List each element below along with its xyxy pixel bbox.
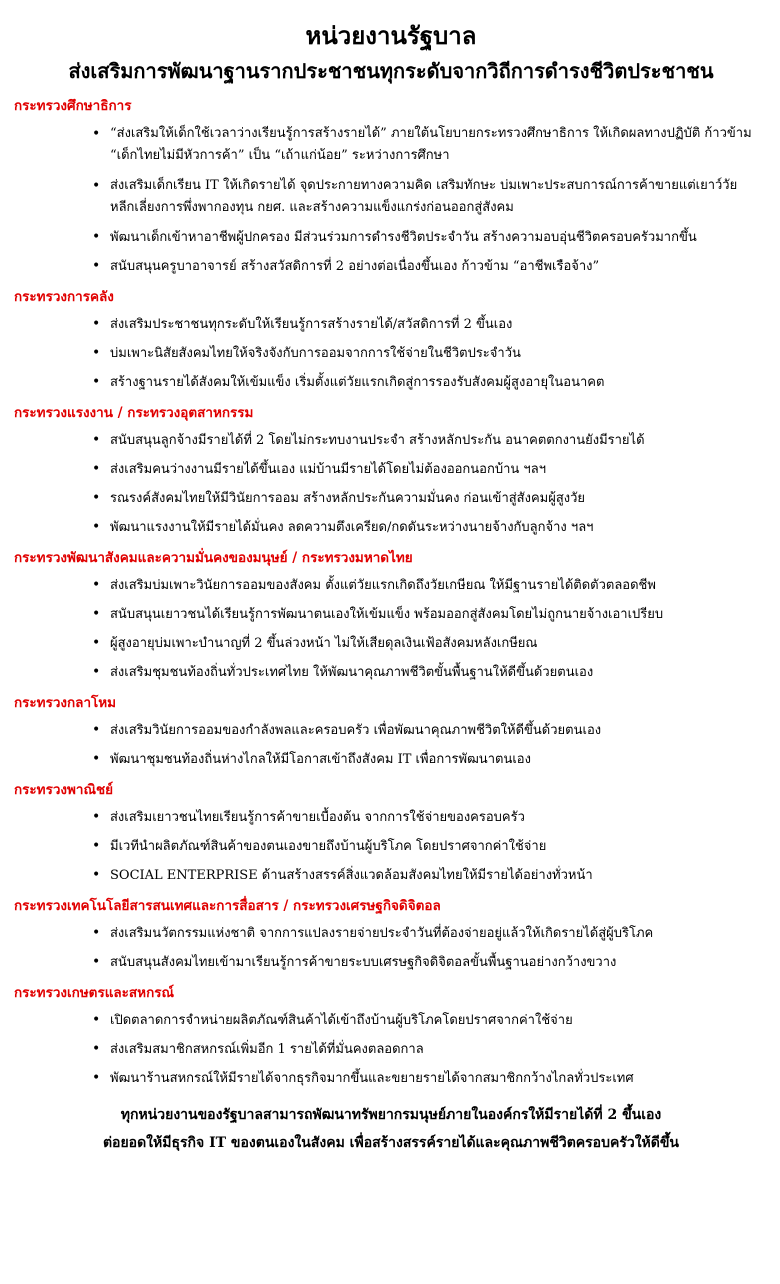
bullet-item: • ส่งเสริมคนว่างงานมีรายได้ขึ้นเอง แม่บ้านมีรายได้โดยไม่ต้องออกนอกบ้าน ฯลฯ	[14, 455, 768, 484]
bullet-item: • พัฒนาแรงงานให้มีรายได้มั่นคง ลดความตึงเครียด/กดดันระหว่างนายจ้างกับลูกจ้าง ฯลฯ	[14, 513, 768, 542]
bullet-item: • ส่งเสริมสมาชิกสหกรณ์เพิ่มอีก 1 รายได้ที่มั่นคงตลอดกาล	[14, 1035, 768, 1064]
ministry-section	[14, 96, 768, 281]
bullet-item: • สนับสนุนสังคมไทยเข้ามาเรียนรู้การค้าขายระบบเศรษฐกิจดิจิตอลขั้นพื้นฐานอย่างกว้างขวาง	[14, 948, 768, 977]
bullet-item: • ส่งเสริมเยาวชนไทยเรียนรู้การค้าขายเบื้องต้น จากการใช้จ่ายของครอบครัว	[14, 803, 768, 832]
bullet-item: • ส่งเสริมชุมชนท้องถิ่นทั่วประเทศไทย ให้พัฒนาคุณภาพชีวิตขั้นพื้นฐานให้ดีขึ้นด้วยตนเอง	[14, 658, 768, 687]
bullet-item: • พัฒนาร้านสหกรณ์ให้มีรายได้จากธุรกิจมากขึ้นและขยายรายได้จากสมาชิกกว้างไกลทั่วประเทศ	[14, 1064, 768, 1093]
ministry-heading: กระทรวงการคลัง	[14, 289, 114, 305]
ministry-section	[14, 780, 768, 890]
ministry-heading: กระทรวงพัฒนาสังคมและความมั่นคงของมนุษย์ / กระทรวงมหาดไทย	[14, 550, 413, 566]
bullet-item: • สร้างฐานรายได้สังคมให้เข้มแข็ง เริ่มตั้งแต่วัยแรกเกิดสู่การรองรับสังคมผู้สูงอายุในอนาคต	[14, 368, 768, 397]
ministry-heading: กระทรวงกลาโหม	[14, 695, 117, 711]
bullet-item: • “ส่งเสริมให้เด็กใช้เวลาว่างเรียนรู้การสร้างรายได้” ภายใต้นโยบายกระทรวงศึกษาธิการ ให้เกิดผลทางปฏิบัติ ก้าวข้าม “เด็กไทยไม่มีหัวการค้า” เป็น “เถ้าแก่น้อย” ระหว่างการศึกษา	[14, 119, 768, 171]
ministry-section	[14, 548, 768, 687]
bullet-list	[14, 119, 768, 281]
footer-line-1: ทุกหน่วยงานของรัฐบาลสามารถพัฒนาทรัพยากรมนุษย์ภายในองค์กรให้มีรายได้ที่ 2 ขึ้นเอง	[120, 1107, 662, 1123]
bullet-item: • ผู้สูงอายุบ่มเพาะบำนาญที่ 2 ขึ้นล่วงหน้า ไม่ให้เสียดุลเงินเฟ้อสังคมหลังเกษียณ	[14, 629, 768, 658]
ministry-heading: กระทรวงพาณิชย์	[14, 782, 114, 798]
bullet-item: • พัฒนาชุมชนท้องถิ่นห่างไกลให้มีโอกาสเข้าถึงสังคม IT เพื่อการพัฒนาตนเอง	[14, 745, 768, 774]
bullet-item: • พัฒนาเด็กเข้าหาอาชีพผู้ปกครอง มีส่วนร่วมการดำรงชีวิตประจำวัน สร้างความอบอุ่นชีวิตครอบครัวมากขึ้น	[14, 223, 768, 252]
ministry-section	[14, 983, 768, 1093]
footer-line-2: ต่อยอดให้มีธุรกิจ IT ของตนเองในสังคม เพื่อสร้างสรรค์รายได้และคุณภาพชีวิตครอบครัวให้ดีขึ้น	[102, 1135, 680, 1151]
bullet-item: • ส่งเสริมบ่มเพาะวินัยการออมของสังคม ตั้งแต่วัยแรกเกิดถึงวัยเกษียณ ให้มีฐานรายได้ติดตัวตลอดชีพ	[14, 571, 768, 600]
ministry-section	[14, 693, 768, 774]
bullet-list	[14, 310, 768, 397]
bullet-item: • สนับสนุนครูบาอาจารย์ สร้างสวัสดิการที่ 2 อย่างต่อเนื่องขึ้นเอง ก้าวข้าม “อาชีพเรือจ้าง”	[14, 252, 768, 281]
bullet-item: • ส่งเสริมวินัยการออมของกำลังพลและครอบครัว เพื่อพัฒนาคุณภาพชีวิตให้ดีขึ้นด้วยตนเอง	[14, 716, 768, 745]
ministry-heading: กระทรวงเทคโนโลยีสารสนเทศและการสื่อสาร / กระทรวงเศรษฐกิจดิจิตอล	[14, 898, 441, 914]
bullet-item: • ส่งเสริมเด็กเรียน IT ให้เกิดรายได้ จุดประกายทางความคิด เสริมทักษะ บ่มเพาะประสบการณ์การค้าขายแต่เยาว์วัย หลีกเลี่ยงการพึ่งพากองทุน กยศ. และสร้างความแข็งแกร่งก่อนออกสู่สังคม	[14, 171, 768, 223]
footer-summary	[14, 1101, 768, 1157]
ministry-section	[14, 896, 768, 977]
sections-container	[14, 96, 768, 1093]
bullet-list	[14, 919, 768, 977]
page-subtitle: ส่งเสริมการพัฒนาฐานรากประชาชนทุกระดับจากวิถีการดำรงชีวิตประชาชน	[68, 59, 714, 83]
ministry-heading: กระทรวงเกษตรและสหกรณ์	[14, 985, 175, 1001]
bullet-list	[14, 1006, 768, 1093]
bullet-list	[14, 426, 768, 542]
ministry-heading: กระทรวงศึกษาธิการ	[14, 98, 132, 114]
bullet-list	[14, 571, 768, 687]
bullet-list	[14, 803, 768, 890]
page-title: หน่วยงานรัฐบาล	[305, 21, 477, 50]
bullet-item: • ส่งเสริมนวัตกรรมแห่งชาติ จากการแปลงรายจ่ายประจำวันที่ต้องจ่ายอยู่แล้วให้เกิดรายได้สู่ผู้บริโภค	[14, 919, 768, 948]
bullet-item: • สนับสนุนเยาวชนได้เรียนรู้การพัฒนาตนเองให้เข้มแข็ง พร้อมออกสู่สังคมโดยไม่ถูกนายจ้างเอาเปรียบ	[14, 600, 768, 629]
bullet-item: • SOCIAL ENTERPRISE ด้านสร้างสรรค์สิ่งแวดล้อมสังคมไทยให้มีรายได้อย่างทั่วหน้า	[14, 861, 768, 890]
ministry-section	[14, 287, 768, 397]
bullet-item: • รณรงค์สังคมไทยให้มีวินัยการออม สร้างหลักประกันความมั่นคง ก่อนเข้าสู่สังคมผู้สูงวัย	[14, 484, 768, 513]
bullet-item: • ส่งเสริมประชาชนทุกระดับให้เรียนรู้การสร้างรายได้/สวัสดิการที่ 2 ขึ้นเอง	[14, 310, 768, 339]
bullet-item: • บ่มเพาะนิสัยสังคมไทยให้จริงจังกับการออมจากการใช้จ่ายในชีวิตประจำวัน	[14, 339, 768, 368]
bullet-item: • เปิดตลาดการจำหน่ายผลิตภัณฑ์สินค้าได้เข้าถึงบ้านผู้บริโภคโดยปราศจากค่าใช้จ่าย	[14, 1006, 768, 1035]
ministry-heading: กระทรวงแรงงาน / กระทรวงอุตสาหกรรม	[14, 405, 254, 421]
bullet-item: • มีเวทีนำผลิตภัณฑ์สินค้าของตนเองขายถึงบ้านผู้บริโภค โดยปราศจากค่าใช้จ่าย	[14, 832, 768, 861]
bullet-item: • สนับสนุนลูกจ้างมีรายได้ที่ 2 โดยไม่กระทบงานประจำ สร้างหลักประกัน อนาคตตกงานยังมีรายได้	[14, 426, 768, 455]
ministry-section	[14, 403, 768, 542]
bullet-list	[14, 716, 768, 774]
